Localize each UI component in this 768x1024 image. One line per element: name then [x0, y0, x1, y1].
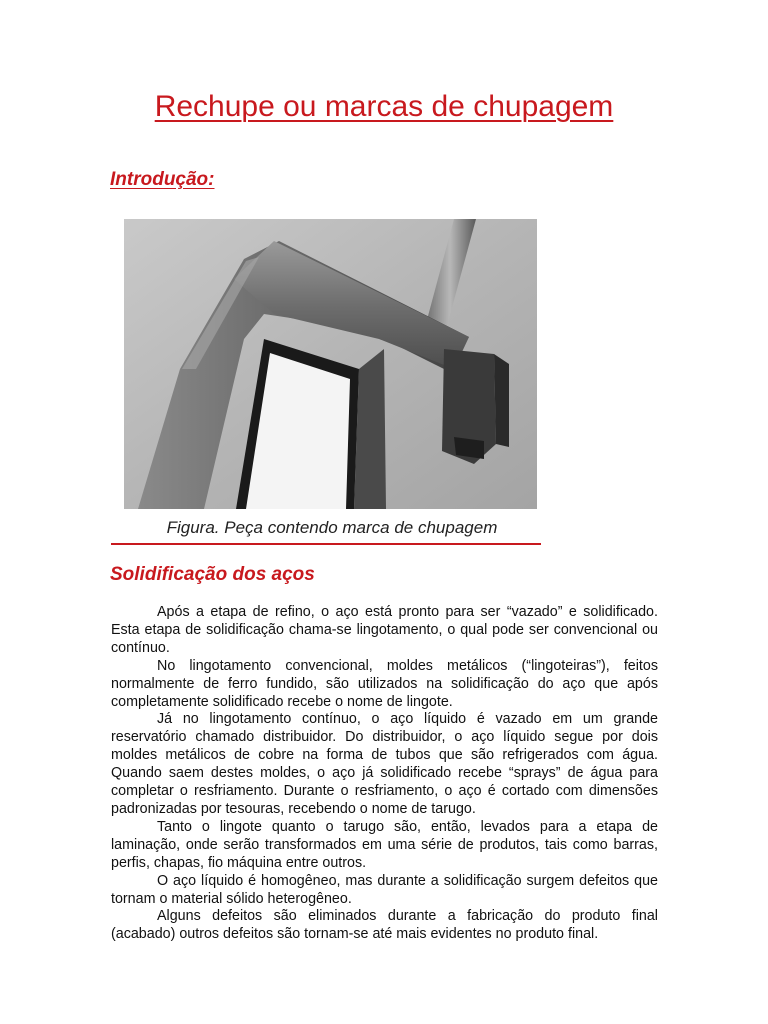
paragraph: O aço líquido é homogêneo, mas durante a solidificação surgem defeitos que tornam o material sólido heterogêneo.: [111, 872, 658, 907]
paragraph: Após a etapa de refino, o aço está pronto para ser “vazado” e solidificado. Esta etapa de solidificação chama-se lingotamento, o qual pode ser convencional ou contínuo.: [111, 604, 658, 656]
paragraph: Alguns defeitos são eliminados durante a fabricação do produto final (acabado) outros defeitos são tornam-se até mais evidentes no produto final.: [111, 908, 658, 943]
caption-divider: [111, 543, 541, 545]
figure-caption: Figura. Peça contendo marca de chupagem: [166, 518, 498, 537]
paragraph: Tanto o lingote quanto o tarugo são, então, levados para a etapa de laminação, onde serão transformados em uma série de produtos, tais como barras, perfis, chapas, fio máquina entre outros.: [111, 818, 658, 871]
page-title: Rechupe ou marcas de chupagem: [154, 90, 614, 123]
figure-photo: [124, 219, 537, 509]
paragraph: Já no lingotamento contínuo, o aço líquido é vazado em um grande reservatório chamado distribuidor. Do distribuidor, o aço líquido segue por dois moldes metálicos de cobre na forma de tubos que são refrigerados com água. Quando saem destes moldes, o aço já solidificado recebe “sprays” de água para completar o resfriamento. Durante o resfriamento, o aço é cortado com dimensões padronizadas por tesouras, recebendo o nome de tarugo.: [111, 711, 658, 817]
solidification-heading: Solidificação dos aços: [110, 564, 315, 585]
intro-heading: Introdução:: [110, 169, 215, 190]
paragraph: No lingotamento convencional, moldes metálicos (“lingoteiras”), feitos normalmente de ferro fundido, são utilizados na solidificação do aço que após completamente solidificado recebe o nome de lingote.: [111, 657, 658, 710]
body-text: [111, 604, 658, 944]
